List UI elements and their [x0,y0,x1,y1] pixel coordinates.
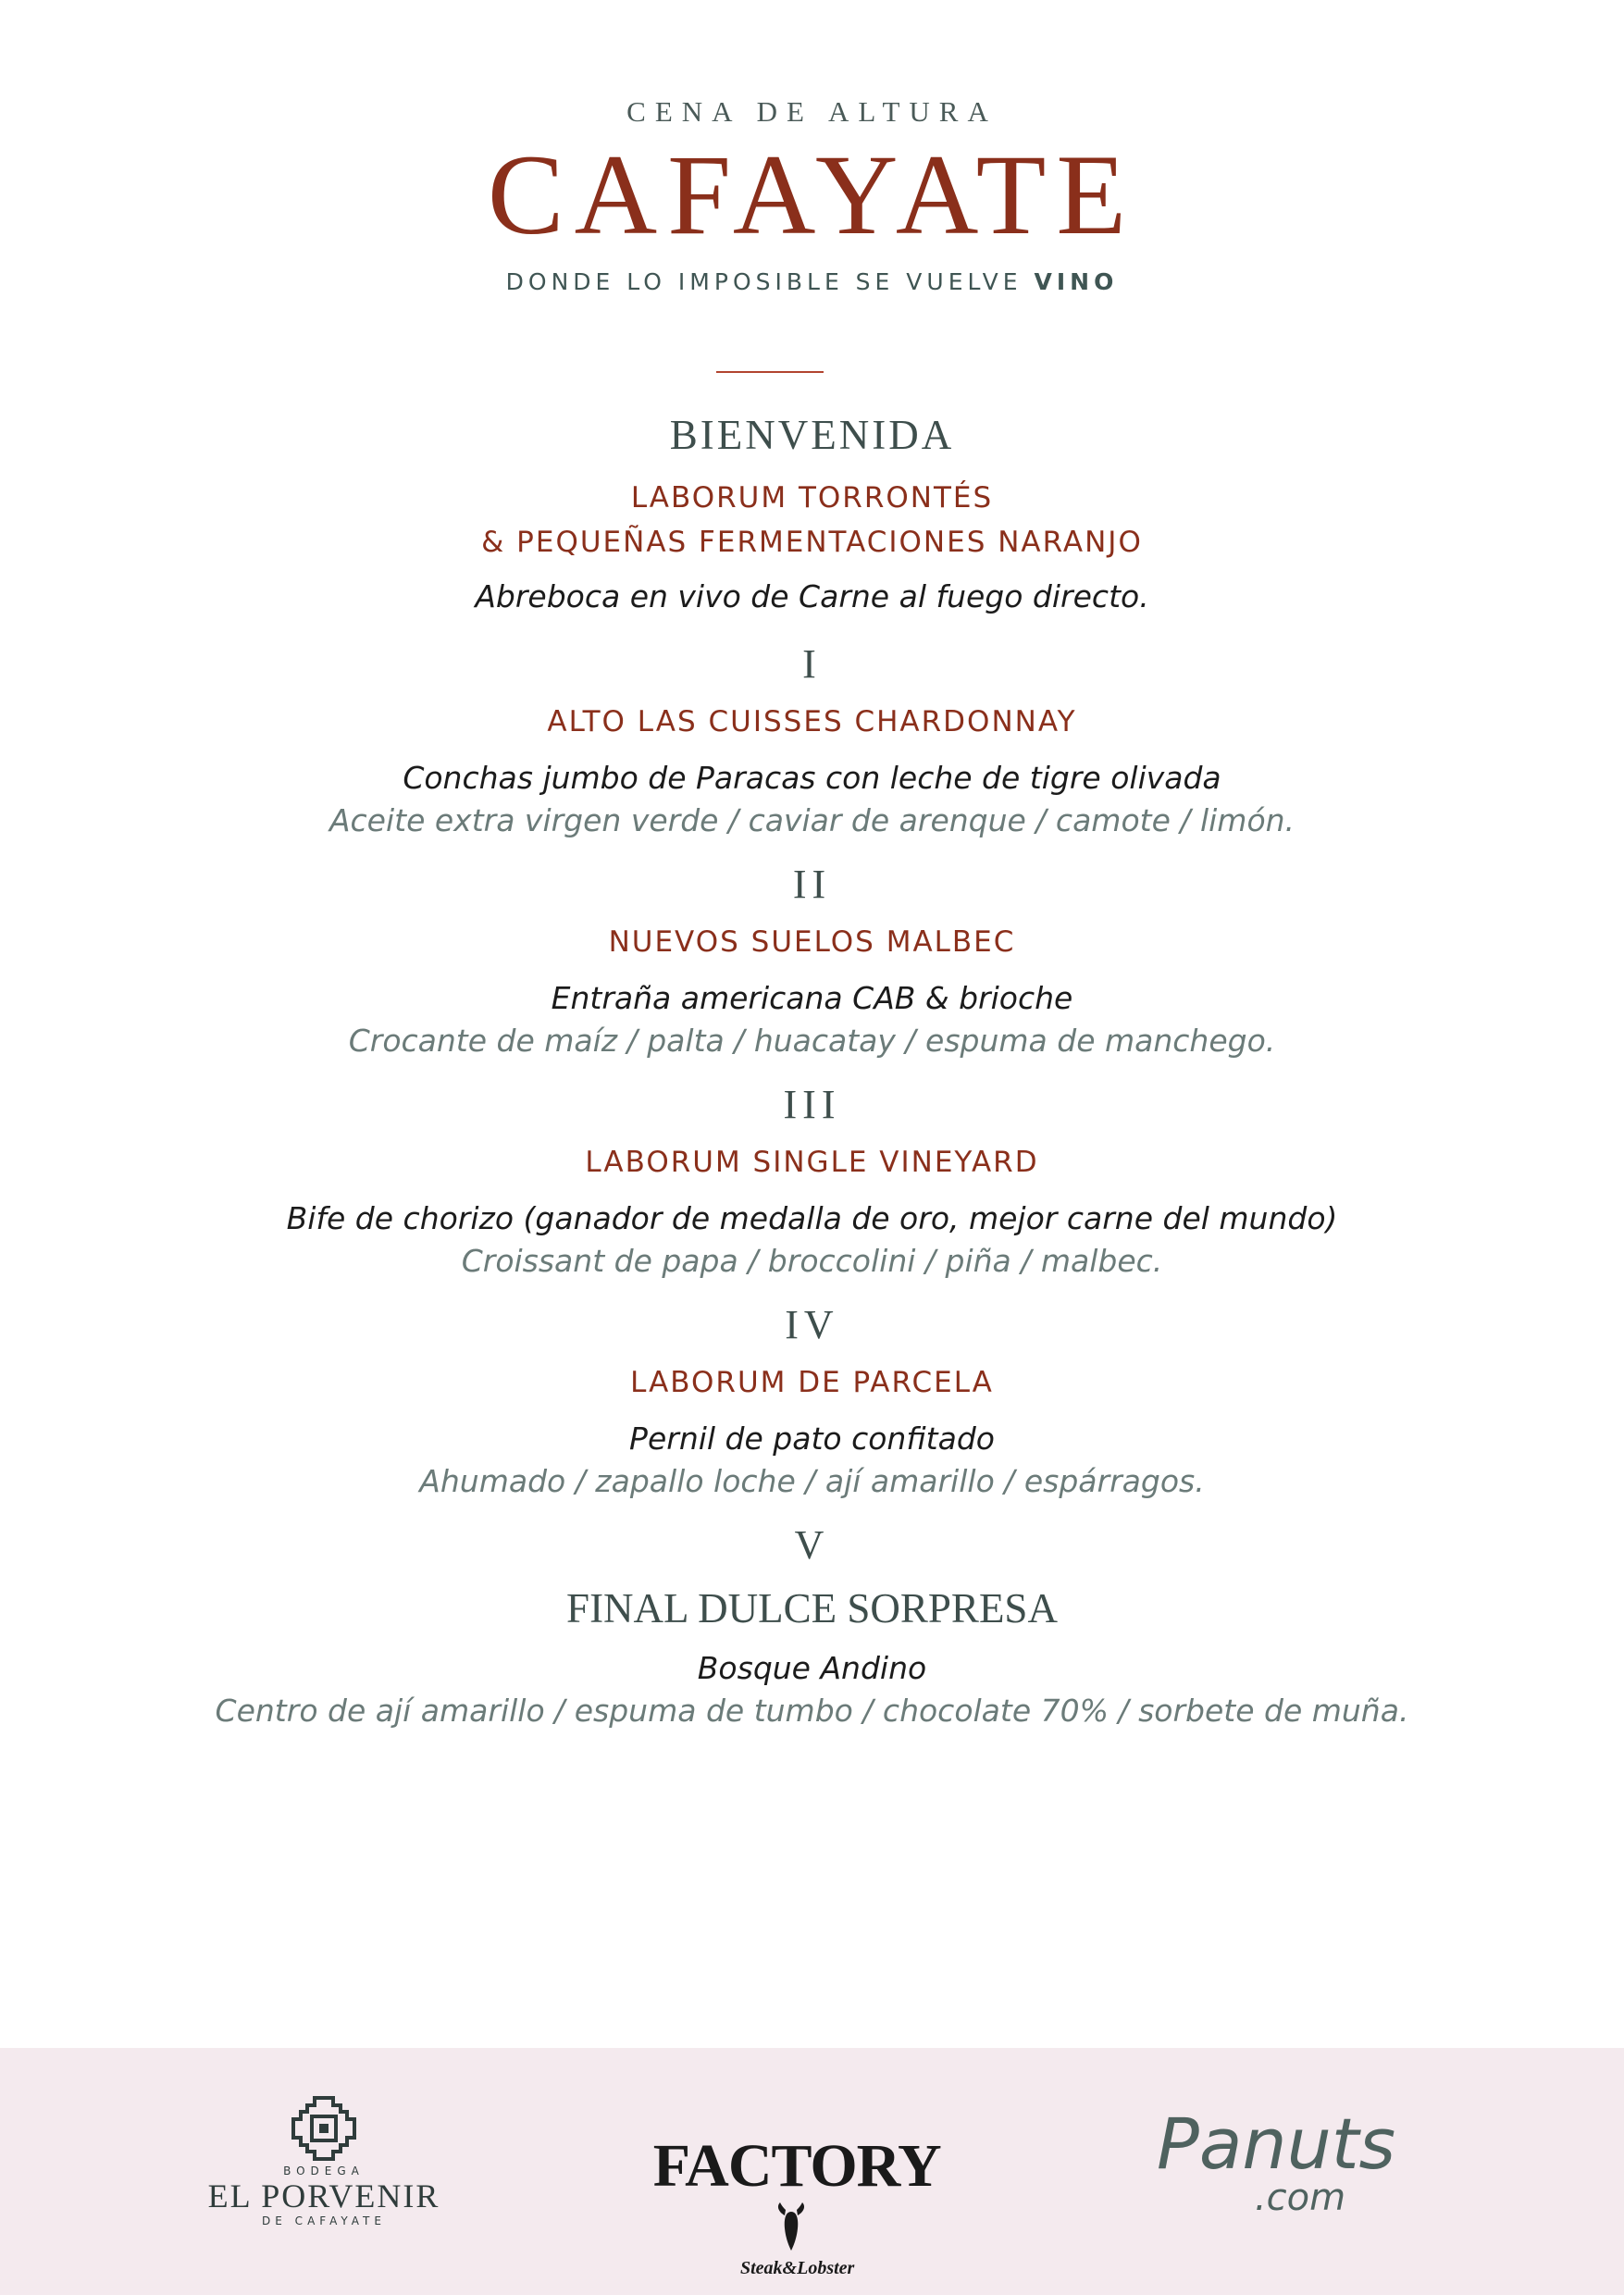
course-dish: Entraña americana CAB & brioche [551,980,1073,1016]
course-description: Ahumado / zapallo loche / ají amarillo / espárragos. [419,1463,1205,1499]
header-kicker: CENA DE ALTURA [626,95,998,128]
course-dish: Conchas jumbo de Paracas con leche de tigre olivada [403,760,1221,796]
course-wine: NUEVOS SUELOS MALBEC [608,925,1016,959]
course-5 [0,1520,1624,1732]
course-4 [0,1299,1624,1503]
panuts-com: .com [1254,2177,1346,2219]
welcome-heading: BIENVENIDA [669,412,955,458]
course-description: Croissant de papa / broccolini / piña / malbec. [461,1243,1163,1279]
tagline-main: DONDE LO IMPOSIBLE SE VUELVE [505,268,1023,295]
porvenir-sub: DE CAFAYATE [262,2214,386,2227]
course-numeral: III [783,1082,841,1127]
welcome-section [0,407,1624,618]
logo-factory [648,2132,944,2279]
course-dish: Pernil de pato confitado [629,1420,995,1457]
course-numeral: II [792,862,832,907]
logo-panuts [1157,2103,1396,2219]
course-dish: Bosque Andino [697,1650,927,1686]
panuts-name: Panuts [1157,2103,1396,2185]
sponsor-footer [0,2048,1624,2295]
header-divider [716,371,824,373]
header-title: CAFAYATE [487,131,1137,258]
menu-header [0,93,1624,295]
course-description: Centro de ají amarillo / espuma de tumbo / chocolate 70% / sorbete de muña. [215,1693,1409,1729]
header-tagline [0,268,1624,295]
welcome-dish: Abreboca en vivo de Carne al fuego directo. [475,578,1149,614]
course-numeral: V [794,1522,830,1568]
course-wine: ALTO LAS CUISSES CHARDONNAY [547,705,1077,738]
lobster-icon [775,2201,808,2252]
tagline-bold: VINO [1034,268,1119,295]
factory-sub: Steak&Lobster [740,2258,855,2278]
course-3 [0,1079,1624,1283]
course-dish: Bife de chorizo (ganador de medalla de oro, mejor carne del mundo) [286,1200,1338,1236]
course-wine: LABORUM SINGLE VINEYARD [585,1146,1039,1179]
course-numeral: IV [785,1302,839,1347]
porvenir-name: EL PORVENIR [207,2177,440,2214]
course-wine: LABORUM DE PARCELA [630,1366,994,1399]
logo-el-porvenir [171,2096,477,2227]
course-2 [0,859,1624,1062]
factory-name-text: FACTORY [652,2132,939,2200]
factory-name [648,2132,944,2258]
course-numeral: I [802,641,822,687]
course-description: Aceite extra virgen verde / caviar de arenque / camote / limón. [329,802,1295,838]
porvenir-small: BODEGA [283,2165,365,2177]
course-1 [0,639,1624,842]
dessert-heading: FINAL DULCE SORPRESA [566,1585,1058,1631]
menu-body [0,407,1624,1732]
welcome-wine-line2: & PEQUEÑAS FERMENTACIONES NARANJO [481,526,1143,559]
porvenir-emblem-icon [291,2096,356,2161]
course-description: Crocante de maíz / palta / huacatay / espuma de manchego. [348,1023,1276,1059]
welcome-wine-line1: LABORUM TORRONTÉS [630,481,994,515]
